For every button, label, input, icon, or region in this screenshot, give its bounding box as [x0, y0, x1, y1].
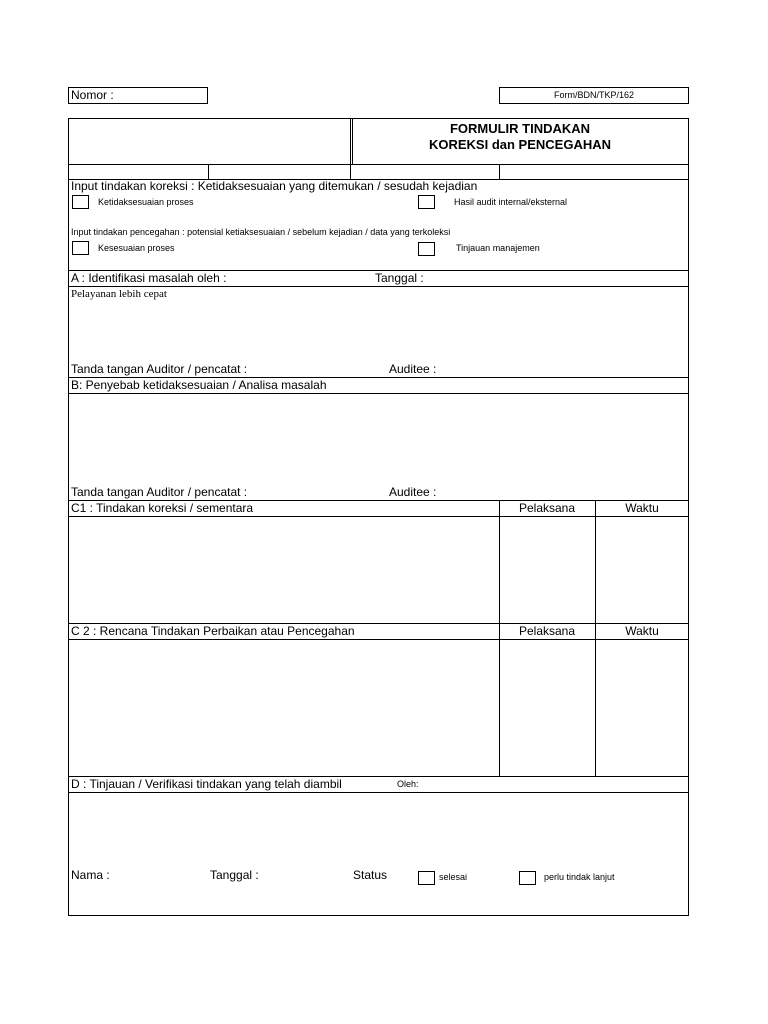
section-a-content[interactable]: Pelayanan lebih cepat: [71, 288, 167, 300]
checkbox-tinjauan-manajemen[interactable]: [418, 242, 435, 256]
checkbox-perlu-tindak-lanjut[interactable]: [519, 871, 536, 885]
section-c2-waktu: Waktu: [625, 624, 659, 638]
section-b-signature: Tanda tangan Auditor / pencatat :: [71, 485, 248, 499]
section-c1-waktu: Waktu: [625, 501, 659, 515]
section-a-signature: Tanda tangan Auditor / pencatat :: [71, 362, 248, 376]
form-code: Form/BDN/TKP/162: [553, 90, 635, 100]
nomor-field[interactable]: [68, 87, 208, 104]
section-b-auditee: Auditee :: [389, 485, 437, 499]
section-c2-label: C 2 : Rencana Tindakan Perbaikan atau Pencegahan: [71, 624, 355, 638]
section-d-tanggal: Tanggal :: [210, 868, 259, 882]
checkbox-hasil-audit[interactable]: [418, 195, 435, 209]
option-kesesuaian-proses: Kesesuaian proses: [98, 243, 175, 253]
checkbox-kesesuaian-proses[interactable]: [72, 241, 89, 255]
section-c1-label: C1 : Tindakan koreksi / sementara: [71, 501, 254, 515]
form-title-line1: FORMULIR TINDAKAN: [449, 121, 591, 136]
checkbox-selesai[interactable]: [418, 871, 435, 885]
koreksi-heading: Input tindakan koreksi : Ketidaksesuaian yang ditemukan / sesudah kejadian: [71, 179, 478, 193]
section-a-label: A : Identifikasi masalah oleh :: [71, 271, 227, 285]
section-d-nama: Nama :: [71, 868, 110, 882]
option-hasil-audit: Hasil audit internal/eksternal: [454, 197, 568, 207]
section-d-oleh: Oleh:: [397, 779, 419, 789]
option-perlu-tindak-lanjut: perlu tindak lanjut: [544, 872, 615, 882]
form-title: [352, 121, 688, 153]
option-selesai: selesai: [439, 872, 468, 882]
nomor-label: Nomor :: [71, 88, 114, 102]
option-ketidaksesuaian-proses: Ketidaksesuaian proses: [98, 197, 194, 207]
section-c1-pelaksana: Pelaksana: [518, 501, 576, 515]
section-a-auditee: Auditee :: [389, 362, 437, 376]
checkbox-ketidaksesuaian-proses[interactable]: [72, 195, 89, 209]
section-c2-pelaksana: Pelaksana: [518, 624, 576, 638]
option-tinjauan-manajemen: Tinjauan manajemen: [456, 243, 540, 253]
form-code-box: [499, 87, 689, 104]
section-b-label: B: Penyebab ketidaksesuaian / Analisa masalah: [71, 378, 327, 392]
form-title-line2: KOREKSI dan PENCEGAHAN: [428, 137, 612, 152]
section-a-tanggal: Tanggal :: [375, 271, 424, 285]
section-d-status: Status: [353, 868, 388, 882]
pencegahan-heading: Input tindakan pencegahan : potensial ketiaksesuaian / sebelum kejadian / data yang terkoleksi: [71, 227, 451, 237]
section-d-label: D : Tinjauan / Verifikasi tindakan yang telah diambil: [71, 777, 342, 791]
